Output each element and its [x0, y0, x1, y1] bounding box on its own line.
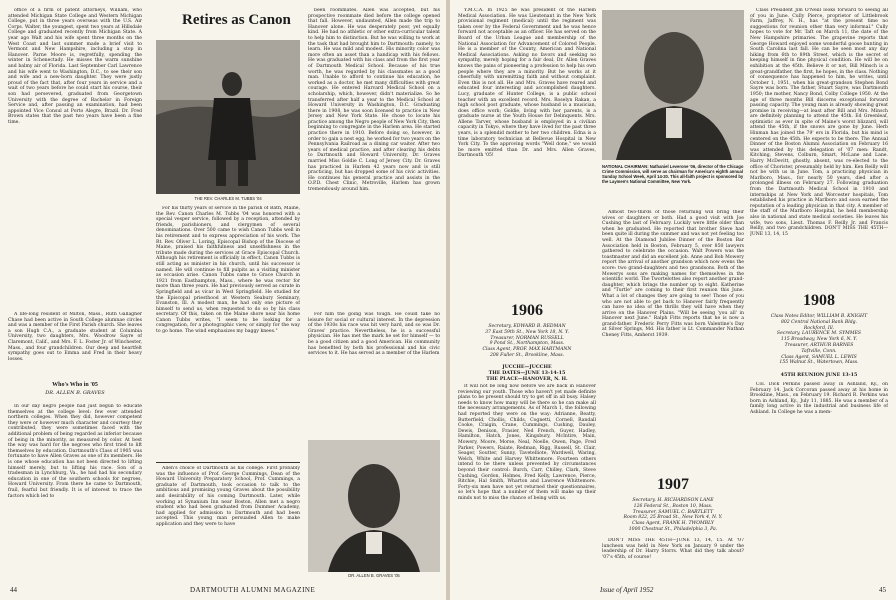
- right-col-3-text-b: Col. Dick Perkins passed away in Ashland, Ky., on February 14. Jack Corcoran passed away at his home in Brookline, Mass., on February 19. Richard R. Perkins was born in Ashland, Ky., July 11, 1885. He was a member of a family long active in the industrial and business life of Ashland. In College he was a mem-: [750, 382, 888, 415]
- left-col-3b: [308, 312, 440, 432]
- photo-allen-graves: [308, 440, 440, 572]
- left-col-2b: [156, 466, 300, 576]
- left-col-2: [156, 206, 300, 458]
- whos-who-title: Who's Who in '05: [52, 382, 98, 388]
- left-col-1-text-b: A life-long resident of Milton, Mass., Ruth Gallagher Chase had been active in South College alumnae circles and was a member of the First Parish church. She leaves a son Hugh C.A., a graduate student at Columbia University, two daughters, Mrs. Woodrow Sayre of Claremont, Calif., and Mrs. F. L. Foster Jr. of Winchester, Mass., and four grandchildren. Our deep and heartfelt sympathy goes out to Emma and Fred in their heavy losses.: [8, 312, 142, 362]
- class-1907-info: Secretary, H. RICHARDSON LANE 126 Federal St., Boston 10, Mass. Treasurer, SAMUEL C. BARTLETT Room 822, 25 Broad St., New York 4, N. Y. Class Agent, FRANK H. TWOMBLY 1000 Chestnut St., Philadelphia 3, Pa.: [623, 498, 723, 532]
- photo-canon-tubbs-image: [156, 40, 300, 194]
- photo-allen-graves-image: [308, 440, 440, 572]
- whos-who-name: DR. ALLEN B. GRAVES: [45, 389, 105, 396]
- right-col-2a: [602, 210, 744, 472]
- right-col-3-text: Class President Jim O'Neill looks forward to seeing all of you in June. Cully Pierce, proprietor of Littlebrook Farm, Jaffrey, N. H., has "at the present time no suggestions for reunion other than very informal." Cully hopes to vote for Mr. Taft on March 11, the date of the New Hampshire primaries. The grapevine reports that George Howard enjoyed some wonderful goose hunting in South Carolina last fall. He can be seen most any day hiking from 6th to 89th Street, which is the secret of keeping himself in fine physical condition. He will be on exhibition at the 45th. Believe it or not, Bill Minsch is a great-grandfather, the first, he hopes, in the class. Nothing of consequence has happened to him, he writes, until October 1, 1951, when his great-grandson Stephen Bond Sayre was born. The father, Stuart Sayre, was Dartmouth 1950; the mother, Nancy Bond, Colby College 1950. At the age of three months Bill discerns exceptional forward passing capacity. The young man is already showing great promise in receiving—at least after Bill and Mrs. Minsch are definitely planning to attend the 45th. Ed Greenleaf, optimistic as ever in spite of Maine's worst blizzard, will attend the 45th, if the snows are gone by June. Herb Hinman has joined the 79' ers in Florida, but his mind is centered on the 45th. He expects to be there. The Annual Dinner of the Boston Alumni Association on February 16 was attended by this delegation of '07 men: Randt, Kitching, Stevens, Colburn, Smart, McLane and Lane. Harry McDevitt, ghostly, absent, was re-elected to the office of Chorister, presumably held by him. Ken Reilly will not be with us in June. Tom, a practicing physician in Marlboro, Mass., for nearly 50 years, died after a prolonged illness on February 27. Following graduation from the Dartmouth Medical School in 1910 and internships at New York and Worcester hospitals, Tom established his practice in Marlboro and soon earned the reputation of a leading physician in that city. A member of the staff of the Marlboro Hospital, he held membership also in national and state medical societies. He leaves his wife, two sons, Lieut. Thomas F. Reilly Jr. and Francis Reilly, and two grandchildren. DON'T MISS THE 45TH—JUNE 13, 14, 15: [750, 8, 888, 237]
- right-page: [450, 0, 896, 600]
- photo-canon-tubbs: [156, 40, 300, 194]
- photo-leverone-image: [602, 10, 744, 160]
- photo-allen-graves-caption: DR. ALLEN B. GRAVES '05: [348, 573, 400, 578]
- left-col-1-text: office of a firm of patent attorneys, William, who attended Michigan State College and Western Michigan College, put in three years overseas with the U.S. Air Corps. Walter, the youngest, spent two years at Hillsdale College and graduated recently from Michigan State. A year ago Walt and his wife spent three months on the West Coast and last summer made a brief visit to Vermont and New Hampshire, including a stop in Hanover. Parne Moore is, regretfully, spending the winter in Schenectady. He misses the warm sunshine and balmy air of Florida. Last September Carl Lawrence and his wife went to Washington, D.C., to see their son and wife and a new-born daughter. They were justly proud of the fact that, after four years in service and a wait of two years before he could start his course, their son had persevered, graduated from Georgetown University with the degree of Bachelor in Foreign Service and, after passing an examination, had been appointed Vice Consul at Porto Alegre, Brazil. Dr. Fred Brown states that the past two years have been a fine time.: [8, 8, 142, 125]
- left-col-1-text-c: In our day negro people had just begun to educate themselves at the college level: few ever attended northern colleges. When they did, however competent they were or however much character and courtesy they contributed, they were sometimes faced with the additional problem of being regarded as inferior because of being in the minority, as measured by color. At best the way was hard for the negroes who first tried to lift themselves by education. Dartmouth's Class of 1905 was fortunate to have Allen Graves as one of its members. He is one whose education has not been directed to lifting himself merely, but to lifting his race. Son of a tradesman in Lynchburg, Va., he had had his secondary education in one of the southern schools for negroes, Howard University. From there he came to Dartmouth, frail, fearful but friendly. It is of interest to trace the factors which led to: [8, 404, 142, 499]
- year-1906: 1906: [511, 302, 543, 319]
- left-col-2-text-b: Allen's choice of Dartmouth as his college. First probably was the influence of Prof. George Cummings, Dean of the Howard University Preparatory School, Prof. Cummings, a graduate of Dartmouth, took occasion to talk to the ambitious and promising young Graves about the possibility and desirability of his coming Dartmouth. Later, while working at Synanium Inn near Boston, Allen met a negro student who had been graduated from Dummer Academy, had applied for admission to Dartmouth and had been accepted. This young man persuaded Allen to make application and they were to have: [156, 466, 300, 527]
- left-page: [0, 0, 446, 600]
- right-col-1a: [458, 8, 596, 300]
- right-col-3a: [750, 8, 888, 290]
- class-1906-info: Secretary, EDWARD B. REDMAN 37 East 59th St., New York 18, N. Y. Treasurer, NORMAN RUSSELL 9 Pond St., Northampton, Mass. Class Agent, PROF. MAX HARTMANN 208 Fuller St., Brookline, Mass.: [482, 324, 572, 358]
- photo-leverone: [602, 10, 744, 160]
- left-col-1c: [8, 404, 142, 574]
- left-col-2-text: For his thirty years of service in the parish of Bath, Maine, the Rev. Canon Charles M. Tubbs '04 was honored with a special vesper service, followed by a reception, attended by friends, parishioners, and clergymen of several denominations. Over 500 came to wish Canon Tubbs well in his retirement and to express appreciation of his work. The Rt. Rev. Oliver L. Loring, Episcopal Bishop of the Diocese of Maine, praised his faithfulness and unselfishness in the tribute made during the services at Grace Episcopal Church. Although his retirement is officially in effect, Canon Tubbs is still acting as minister in his church, until his successor is named. He will continue to fill pulpits as a visiting minister as occasion arise. Canon Tubbs came to Grace Church in 1921 from Easthampton, Mass., where he was rector for more than three years. He had previously served as curate in Springfield and as vicar in West Springfield. He studied for the Episcopal priesthood at Western Seabury Seminary, Evanston, Ill. A modest man, he had only one picture of himself to send us, when requested to do so by his class secretary. Of this, taken on the Maine shore near his home Canon Tubbs writes, "I seem to be looking for a congregation, for a photographic view, or simply for the way to go home. The wind emphasizes my baggy knees.": [156, 206, 300, 335]
- right-col-2b: [602, 538, 744, 578]
- reunion-1908: 45TH REUNION JUNE 13-15: [780, 372, 858, 378]
- right-page-number: 45: [879, 586, 886, 594]
- left-col-1b: [8, 312, 142, 376]
- left-col-3-text: been roommates. Allen was accepted, but his prospective roommate died before the college opened that fall. However, undaunted, Allen made the trip to Hanover alone. He was desperately poor, yet equally kind. He had no athletic or other extra-curricular talent to help him to distinction. But he was willing to work at the task that had brought him to Dartmouth: namely, to learn. He was mild and modest. His minority color was more often an asset than a handicap with his fellows. He was graduated with his class and from the first year of Dartmouth Medical School. Because of his true worth, he was regarded by his classmates as a good man. Unable to afford to continue his education, he worked as a doctor, he met many difficulties with great courage. He entered Harvard Medical School on a scholarship, which, however, didn't materialize. So he transferred after half a year to the Medical School at Howard University in Washington, D.C. Graduating there in 1908, he was soon licensed to practice in New Jersey and New York State. He chose to locate his practice among the Negro people of New York City, then beginning to congregate in the Harlem area. He started practice there in 1910. Before doing so, however, in order to gain a nest egg, he worked for two years on the Pennsylvania Railroad as a dining car waiter. After two years of medical practice, and after clearing his debts to Dartmouth and Howard University, Dr. Graves married Miss Goldie C. Long of Jersey City. Dr. Graves has practiced in Harlem 42 years now and is still practicing, but has dropped some of his civic activities. He continues his general practice and assists in the O.P.D. Chest Clinic, Metroville, Harlem has grown tremendously around him.: [308, 8, 440, 192]
- issue-label: Issue of April 1952: [600, 586, 654, 594]
- right-col-2-text-b: DON'T MISS THE 45TH—JUNE 13, 14, 15. At '07 luncheon was held in New York on January 9 under the leadership of Dr. Harry Storrs. What did they talk about? '07's 45th, of course!: [602, 538, 744, 560]
- left-col-3-text-b: For him the going was tough. He could take no leisure for social or cultural interest. In the depression of the 1930s his race was hit very hard, and so was Dr. Graves' practice. Nevertheless, he is a successful physician. He has met the mark he set for himself — to be a good citizen and a good American. His community has benefited by both his professional and his civic services to it. He has served as a member of the Harlem: [308, 312, 440, 357]
- photo-leverone-caption: NATIONAL CHAIRMAN: Nathaniel Leverone '06, director of the Chicago Crime Commission, will serve as chairman for America's eighth annual Sunday School Week, April 14-20. This all-faith project is sponsored by the Laymen's National Committee, New York.: [602, 164, 744, 184]
- year-1908: 1908: [803, 292, 835, 309]
- right-col-1-text-b: It will not be long now before we are back in Hanover reviewing our youth. Those who haven't yet made definite plans to be present should try to get off in all busy. Halsey needs to know how many will be there so he can make all the necessary arrangements. As of March 1, the following had reported they were on the way: Adrianne, Beatty, Butterfield, Chollis, Childs, Cognetti, Cornell, Randall Cooke, Craigin, Crane, Cummings, Cushing, Dauley, Dewis, Denison, Frasier, Ned French, Guyer, Hadley, Hamilton, Hatch, Jones, Kingsbury, McIntire, Main, Mowery, Moore, Morse, Neal, Noelle, Owen, Page, Fred Parker, Powers, Raiate, Redman, Rigg, Russell, St. Clair, Seager, Soutter, Sunny, Tavetelliote, Wardwell, Waring, Welch, White and Harvey Whittemore. Fourteen others intend to be there unless prevented by circumstances beyond their control: Burch, Carr, Chilley, Clark, Steve Cushing, Gordon, Holmes, Fred Kelly, Lawrence, Pierce, Ritchie, Hal Smith, Wharton and Lawrence Whittemore. Forty-six men have not yet returned their questionnaires, so let's hope that a number of them will make up their minds not to miss the chance of being with us.: [458, 384, 596, 501]
- right-col-3b: [750, 382, 888, 578]
- right-col-1-text: Y.M.C.A. In 1925 he was president of the Harlem Medical Association. He was Lieutenant in the New York provisional regiment (medical) until the regiment was taken over by the Federal Government and he was hence forward not acceptable as an officer. He has served on the Board of the Urban League and membership of the National Association for Advancement of Colored People. He is a member of the County, American and National Medical Associations. Asking no favors and seeking no sympathy, merely hoping for a fair deal, Dr. Allen Graves knows the pains of pioneering a profession to help his own people where they are a minority. But he works at it cheerfully with unremitting faith and without complaint. Even this is not all. He and Mrs. Graves have reared and educated four interesting and accomplished daughters. Lucy, graduate of Hunter College, is a public school teacher with an excellent record. Mrs. Roselyn Rakan, a high school post graduate, whose husband is a musician, does office work; Goldie, living with her parents, is a graduate nurse at the Youth House for Delinquents. Mrs. Allene Tarver, whose husband is employed in a civilian capacity in Tokyo, where they have lived for the past three years, is a splendid mother to her two children. Edna is a time laboratory technician at Bellevue Hospital in New York City. To the approving words "Well done," we would be more emitted than Dr. and Mrs. Allen Graves, Dartmouth '05!: [458, 8, 596, 159]
- whos-who-header: [8, 380, 142, 402]
- divider: [156, 462, 300, 463]
- right-col-1b: [458, 384, 596, 584]
- magazine-name: DARTMOUTH ALUMNI MAGAZINE: [190, 586, 316, 594]
- left-page-number: 44: [10, 586, 17, 594]
- right-col-2-text: Almost two-thirds of those returning will bring their wives or daughters or both. Had a good visit with Joe Cushing the last of February. Luckily were little older than when he graduated. He reported that brother Steve had been quite ill during the summer and was not yet feeling too well. At the Diamond Jubilee Dinner of the Boston Bar Association held in Boston, February 5, over 850 lawyers gathered to celebrate the occasion. Walt Powers was the toastmaster and did an excellent job. Anne and Bob Mowery report the arrival of another grandson which now evens the score: two grand-daughters and two grandsons. Both of the Mowerys sons are making names for themselves in the scientific world. The Twortelottes also report another grand-daughter, which brings the number up to eight. Katherine and "Turtle" are coming to their first reunion this June. What a lot of changes they are going to see! Those of you who are not able to get back to Hanover fairly frequently can have no idea of the thrills they will have when they arrive on the Hanover Plains. "Will be seeing 'you all' in Hanover next June." Ralph Fitts reports that he is now a grand-father. Frederic Perry Fitts was born Valentine's Day at Silver Springs, Md. His father is Lt. Commander Nathan Cheney Fitts, Amherst 1939.: [602, 210, 744, 339]
- left-col-3a: [308, 8, 440, 308]
- left-col-1a: [8, 8, 142, 308]
- class-1908-info: Class Notes Editor, WILLIAM B. KNIGHT 802 Central National Bank Bldg. Rockford, Ill. Secretary, LAURENCE M. SYMMES 115 Broadway, New York 6, N. Y. Treasurer, ARTHUR BARNES Taftville, Conn. Class Agent, SAMUEL L. LEWIS 155 Walnut St., Watertown, Mass.: [770, 314, 868, 366]
- photo-canon-tubbs-caption: THE REV. CHARLES M. TUBBS '04: [194, 196, 262, 201]
- reunion-1906: JUCCHE—JUCCHE THE DATES—JUNE 13-14-15 THE PLACE—HANOVER, N. H.: [486, 364, 568, 382]
- year-1907: 1907: [657, 476, 689, 493]
- article-title: Retires as Canon: [182, 12, 291, 28]
